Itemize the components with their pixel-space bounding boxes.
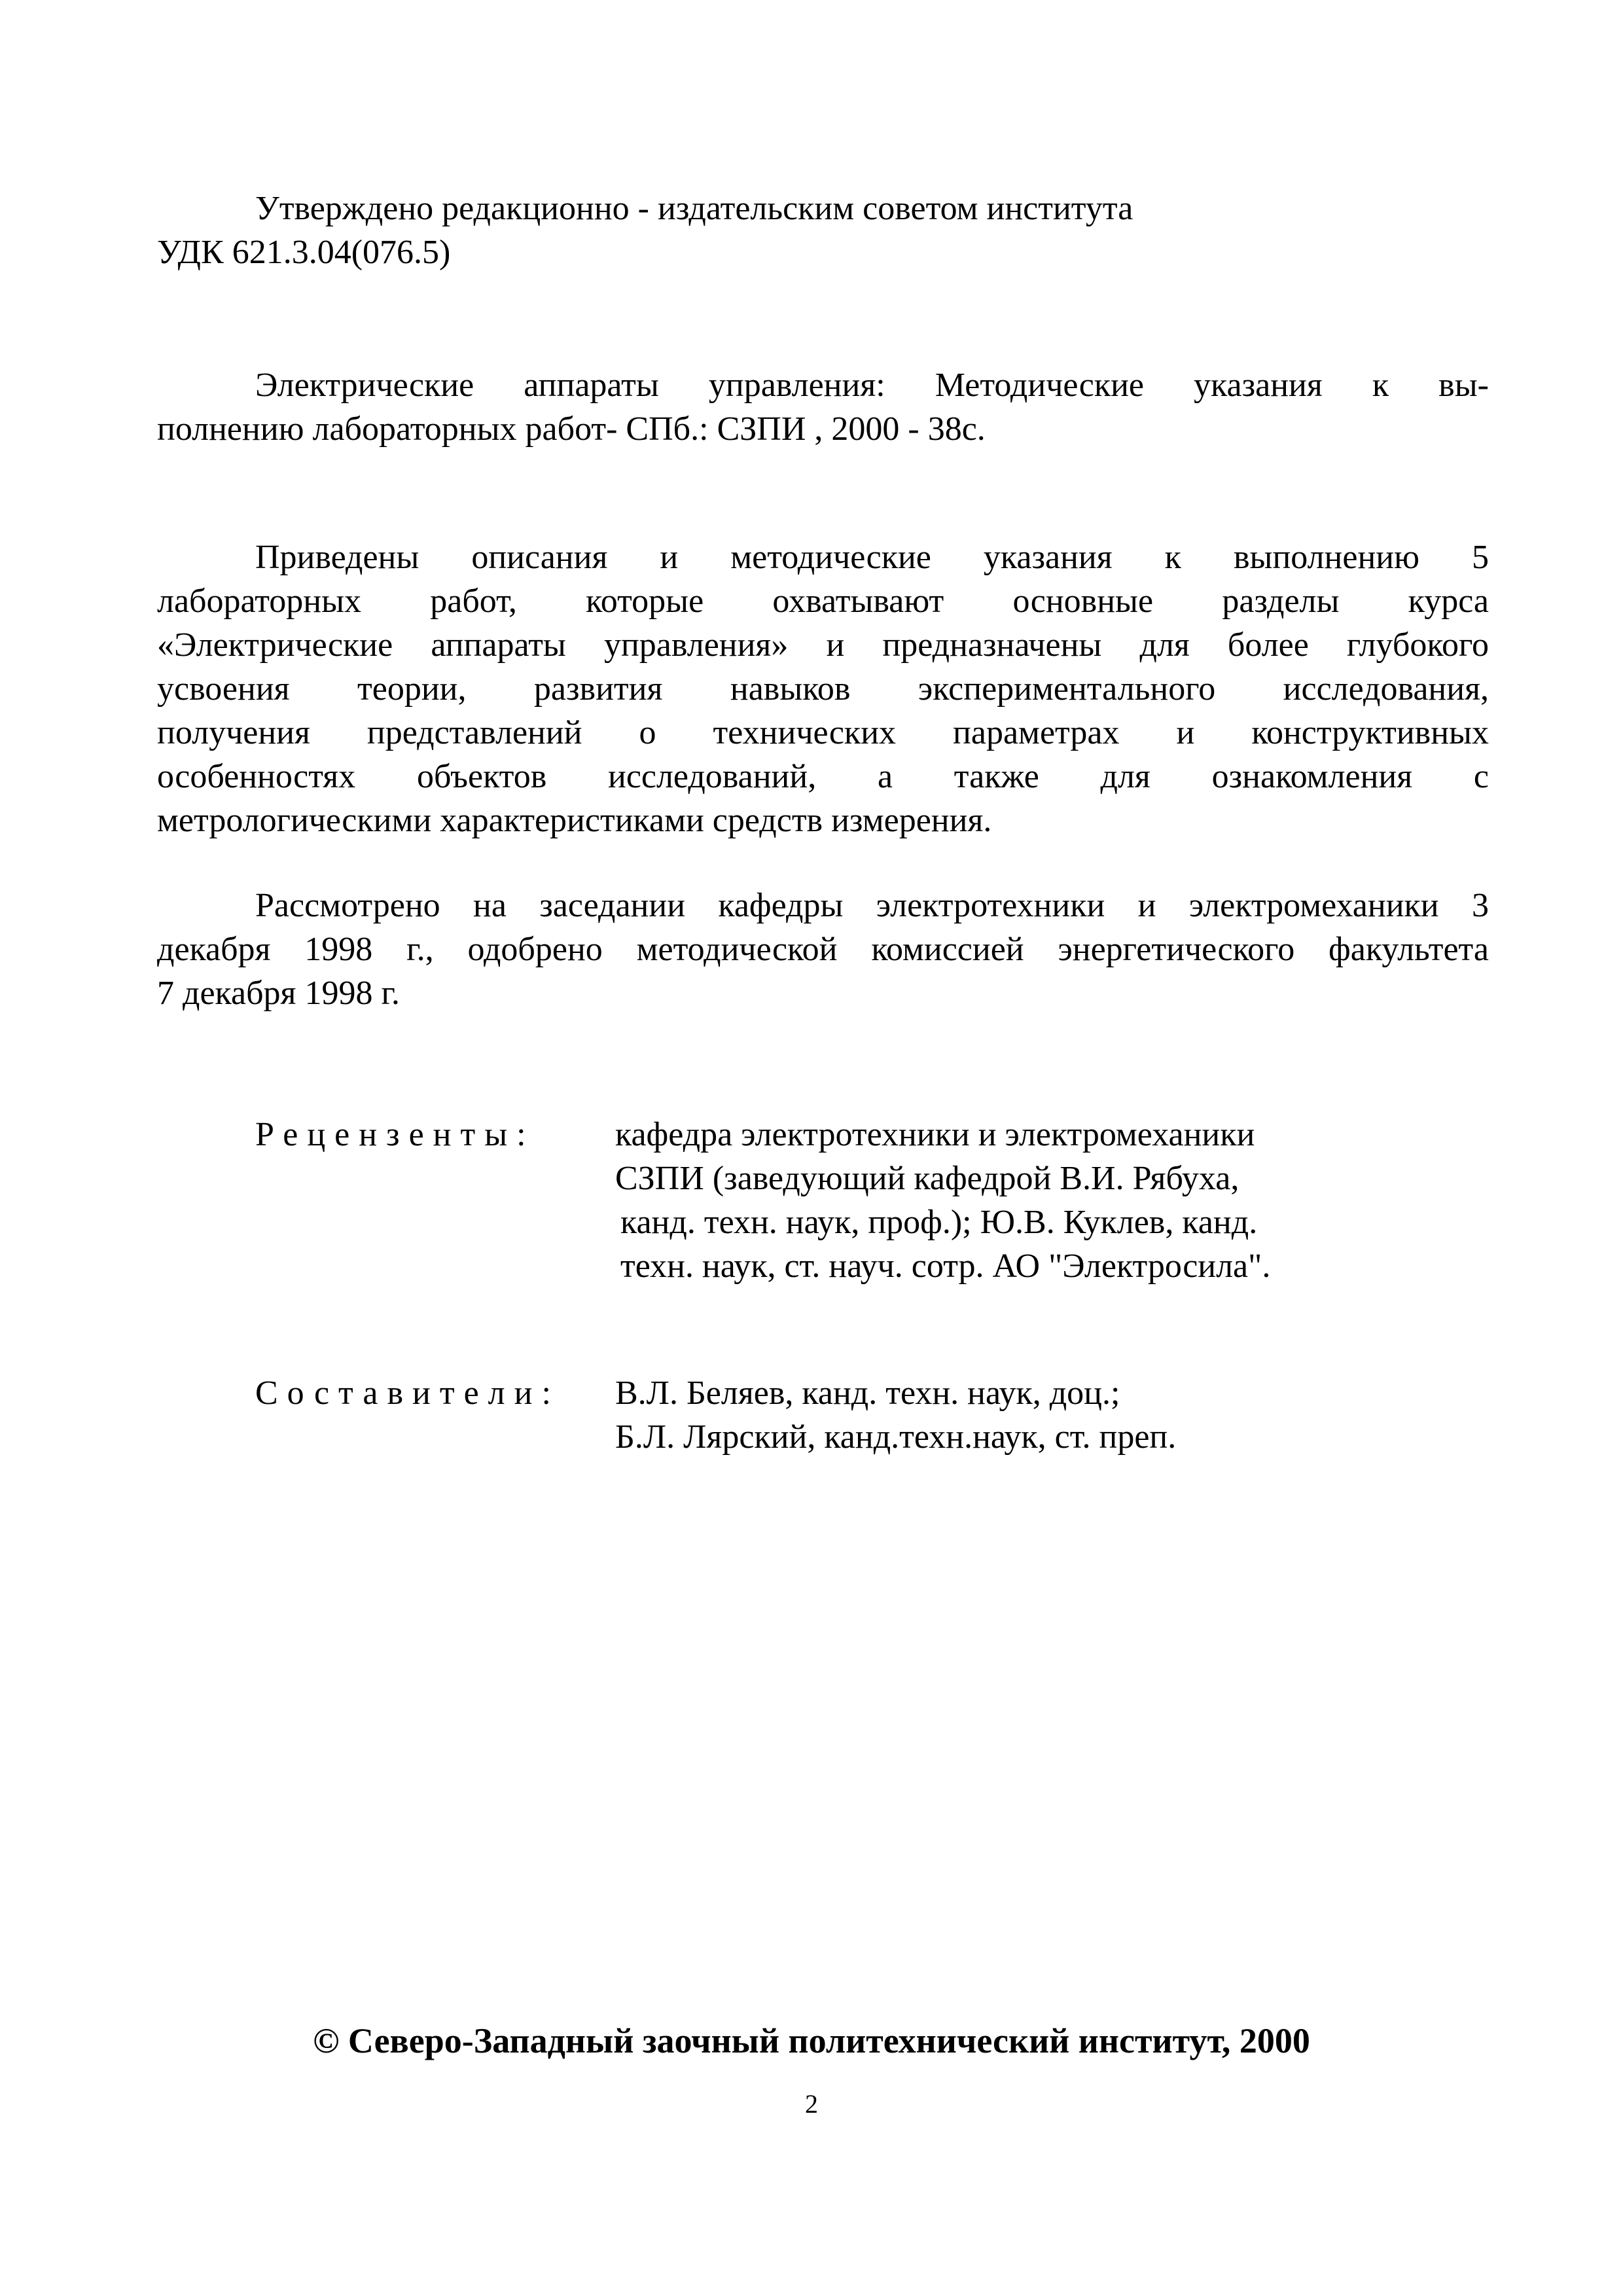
abstract-line: получения представлений о технических параметрах и конструктивных <box>157 714 1489 751</box>
compilers-list <box>615 1371 1176 1459</box>
udc-code: УДК 621.3.04(076.5) <box>157 234 451 271</box>
reviewers-line: СЗПИ (заведующий кафедрой В.И. Рябуха, <box>615 1160 1240 1197</box>
reviewers-line: техн. наук, ст. науч. сотр. АО "Электросила". <box>620 1247 1271 1285</box>
abstract-paragraph <box>157 535 1489 842</box>
reviewers-line: канд. техн. наук, проф.); Ю.В. Куклев, канд. <box>620 1204 1258 1241</box>
bibliographic-description <box>157 363 1489 451</box>
abstract-line: лабораторных работ, которые охватывают основные разделы курса <box>157 583 1489 620</box>
bibliography-line-1: Электрические аппараты управления: Методические указания к вы- <box>255 367 1489 404</box>
page-number: 2 <box>805 2089 818 2119</box>
abstract-line: метрологическими характеристиками средств измерения. <box>157 802 992 839</box>
abstract-line: особенностях объектов исследований, а также для ознакомления с <box>157 758 1489 795</box>
approval-statement: Утверждено редакционно - издательским советом института <box>255 190 1133 227</box>
copyright-notice: © Северо-Западный заочный политехнический институт, 2000 <box>313 2021 1310 2060</box>
abstract-line: «Электрические аппараты управления» и предназначены для более глубокого <box>157 626 1489 664</box>
reviewers-label: Рецензенты: <box>255 1116 535 1153</box>
review-note-paragraph <box>157 884 1489 1015</box>
abstract-line: усвоения теории, развития навыков экспериментального исследования, <box>157 670 1489 708</box>
review-note-line: декабря 1998 г., одобрено методической комиссией энергетического факультета <box>157 931 1489 968</box>
review-note-line: Рассмотрено на заседании кафедры электротехники и электромеханики 3 <box>255 887 1489 924</box>
compilers-line: В.Л. Беляев, канд. техн. наук, доц.; <box>615 1374 1120 1412</box>
compilers-label: Составители: <box>255 1374 560 1412</box>
approval-block <box>157 187 1489 274</box>
reviewers-list <box>615 1113 1400 1288</box>
compilers-line: Б.Л. Лярский, канд.техн.наук, ст. преп. <box>615 1418 1177 1456</box>
reviewers-line: кафедра электротехники и электромеханики <box>615 1116 1255 1153</box>
bibliography-line-2: полнению лабораторных работ- СПб.: СЗПИ , 2000 - 38с. <box>157 410 986 448</box>
abstract-line: Приведены описания и методические указания к выполнению 5 <box>255 539 1489 576</box>
review-note-line: 7 декабря 1998 г. <box>157 975 400 1012</box>
